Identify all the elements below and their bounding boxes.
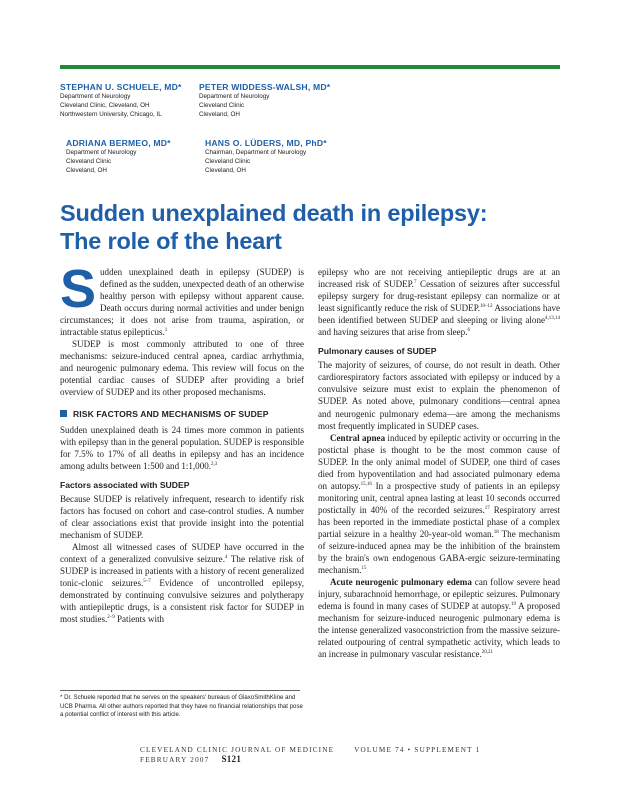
author-affiliation: Cleveland, OH	[66, 167, 107, 175]
subsection-heading: Pulmonary causes of SUDEP	[318, 346, 437, 357]
body-paragraph: Almost all witnessed cases of SUDEP have occurred in the context of a generalized convulsive seizure.$^4$ The relative risk of SUDEP is increased in patients with a history of recent generalized tonic-clonic seizures.$^{5-7}$ Evidence of uncontrolled epilepsy, demonstrated by continuing convulsive seizures and polytherapy with antiepileptic drugs, is a consistent risk factor for SUDEP in most studies.$^{2-9}$ Patients with	[60, 541, 304, 625]
author-affiliation: Cleveland, OH	[205, 167, 246, 175]
body-paragraph: Central apnea induced by epileptic activity or occurring in the postictal phase is thought to be the most common cause of SUDEP. In the only animal model of SUDEP, one third of cases died from hypoventilation and had associated pulmonary edema on autopsy.$^{15,16}$ In a prospective study of patients in an epilepsy monitoring unit, central apnea lasting at least 10 seconds occurred postictally in 40% of the recorded seizures.$^{17}$ Respiratory arrest has been reported in the immediate postictal phase of a complex partial seizure in a healthy 20-year-old woman.$^{18}$ The mechanism of seizure-induced apnea may be the inhibition of the brainstem by the brain's own endogenous GABA-ergic seizure-terminating mechanism.$^{15}$	[318, 432, 561, 576]
title-line-2: The role of the heart	[60, 228, 282, 254]
right-column	[318, 266, 560, 661]
author-affiliation: Cleveland Clinic	[205, 158, 251, 166]
header-rule	[60, 65, 560, 69]
drop-cap: S	[60, 259, 97, 319]
subsection-heading: Factors associated with SUDEP	[60, 479, 190, 490]
body-paragraph: epilepsy who are not receiving antiepileptic drugs are at an increased risk of SUDEP.$^7$ Cessation of seizures after successful epilepsy surgery for drug-resistant epilepsy can normalize or at least significantly reduce the risk of SUDEP.$^{10-12}$ Associations have been identified between SUDEP and sleeping or living alone$^{4,13,14}$ and having seizures that arise from sleep.$^6$	[318, 267, 560, 338]
author-block-widdess-walsh	[199, 82, 330, 120]
title-line-1: Sudden unexplained death in epilepsy:	[60, 200, 488, 226]
intro-paragraph: Sudden unexplained death in epilepsy (SUDEP) is defined as the sudden, unexpected death of an otherwise healthy person with epilepsy without apparent cause. Death occurs during normal activities and under benign circumstances; it does not arise from trauma, aspiration, or intractable status epilepticus.$^1$	[60, 259, 304, 338]
page-number: S121	[221, 754, 242, 764]
author-affiliation: Cleveland, OH	[199, 111, 240, 119]
footnote-rule	[60, 690, 300, 691]
article-title	[60, 199, 487, 255]
author-affiliation: Cleveland Clinic, Cleveland, OH	[60, 102, 150, 110]
footnote: * Dr. Schuele reported that he serves on the speakers' bureaus of GlaxoSmithKline and UCB Pharma. All other authors reported that they have no financial relationships that pose a potential conflict of interest with this article.	[60, 694, 303, 719]
author-affiliation: Cleveland Clinic	[199, 102, 245, 110]
author-name: STEPHAN U. SCHUELE, MD*	[60, 82, 182, 92]
author-affiliation: Northwestern University, Chicago, IL	[60, 111, 162, 119]
issue-date: FEBRUARY 2007	[140, 756, 210, 764]
section-square-icon	[60, 410, 67, 417]
author-affiliation: Department of Neurology	[66, 149, 137, 156]
volume-info: VOLUME 74 • SUPPLEMENT 1	[354, 746, 481, 754]
left-column	[60, 259, 304, 625]
author-name: PETER WIDDESS-WALSH, MD*	[199, 82, 331, 92]
journal-name: CLEVELAND CLINIC JOURNAL OF MEDICINE	[140, 746, 335, 754]
author-block-luders	[205, 138, 327, 176]
author-affiliation: Department of Neurology	[199, 93, 270, 100]
author-name: ADRIANA BERMEO, MD*	[66, 138, 171, 148]
author-affiliation: Cleveland Clinic	[66, 158, 112, 166]
author-affiliation: Chairman, Department of Neurology	[205, 149, 307, 156]
author-name: HANS O. LÜDERS, MD, PhD*	[205, 138, 327, 148]
page-footer	[140, 746, 560, 764]
body-paragraph: Sudden unexplained death is 24 times more common in patients with epilepsy than in the general population. SUDEP is responsible for 7.5% to 17% of all deaths in epilepsy and has an incidence among adults between 1:500 and 1:1,000.$^{2,3}$	[60, 424, 304, 471]
body-paragraph: The majority of seizures, of course, do not result in death. Other cardiorespiratory factors associated with epilepsy or induced by a convulsive seizure must exist to explain the phenomenon of SUDEP. As noted above, pulmonary conditions—central apnea and neurogenic pulmonary edema—are among the mechanisms most frequently implicated in SUDEP cases.	[318, 360, 560, 431]
body-paragraph: Because SUDEP is relatively infrequent, research to identify risk factors has focused on cohort and case-control studies. A number of clear associations exist that provide insight into the potential mechanism of SUDEP.	[60, 493, 304, 540]
author-block-schuele	[60, 82, 182, 120]
author-affiliation: Department of Neurology	[60, 93, 131, 100]
author-block-bermeo	[66, 138, 171, 176]
section-heading: RISK FACTORS AND MECHANISMS OF SUDEP	[60, 408, 304, 420]
body-paragraph: Acute neurogenic pulmonary edema can follow severe head injury, subarachnoid hemorrhage, or epileptic seizures. Pulmonary edema is found in many cases of SUDEP at autopsy.$^{19}$ A proposed mechanism for seizure-induced neurogenic pulmonary edema is the intense generalized vasoconstriction from the massive seizure-related outpouring of central sympathetic activity, which leads to an increase in pulmonary vascular resistance.$^{20,21}$	[318, 577, 560, 660]
body-paragraph: SUDEP is most commonly attributed to one of three mechanisms: seizure-induced central apnea, cardiac arrhythmia, and neurogenic pulmonary edema. This review will focus on the potential cardiac causes of SUDEP after providing a brief overview of SUDEP and its other proposed mechanisms.	[60, 339, 304, 398]
